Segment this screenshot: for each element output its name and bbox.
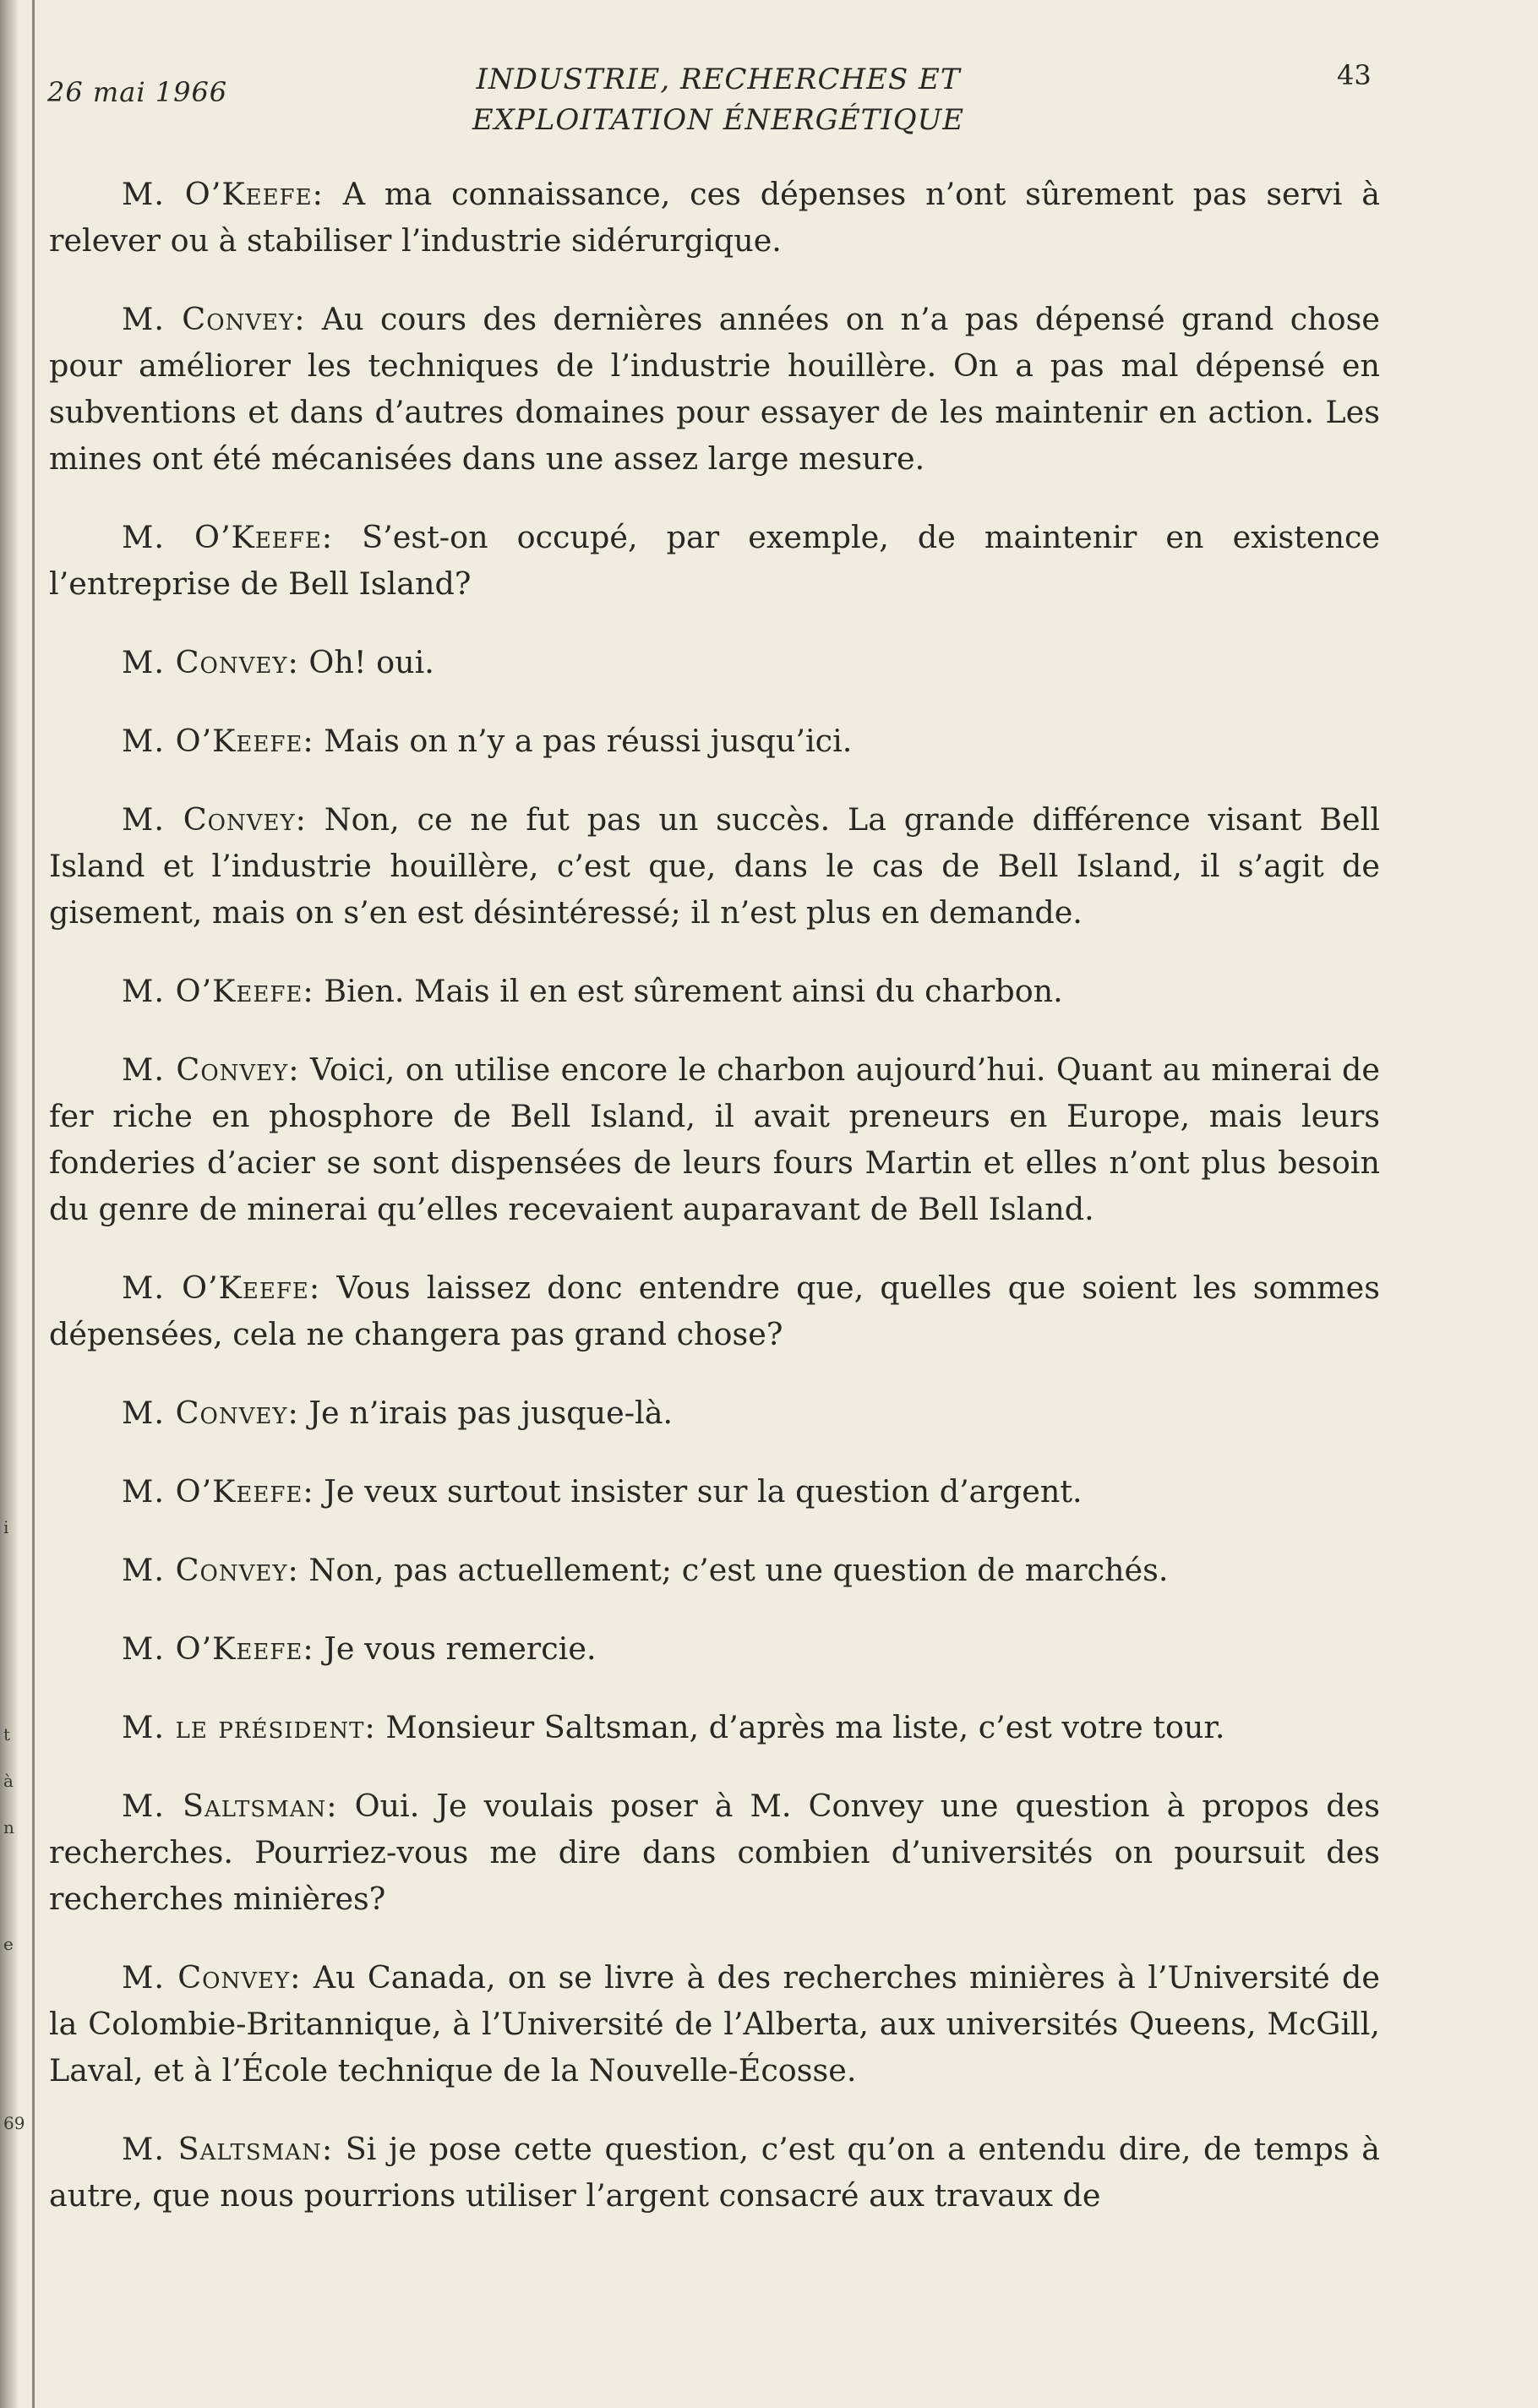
page-number: 43 (1337, 59, 1372, 91)
paragraph-text: A ma connaissance, ces dépenses n’ont sûrement pas servi à relever ou à stabiliser l’industrie sidérurgique. (49, 176, 1380, 259)
speaker-name: M. O’Keefe: (122, 723, 314, 759)
margin-mark: i (3, 1517, 9, 1537)
speaker-name: M. Saltsman: (122, 2131, 334, 2167)
header-title-line-1: INDUSTRIE, RECHERCHES ET (476, 63, 961, 96)
margin-marks (0, 0, 25, 2408)
paragraph (49, 171, 1380, 264)
paragraph (49, 1390, 1380, 1436)
speaker-name: M. Saltsman: (122, 1788, 338, 1824)
margin-mark: t (3, 1724, 11, 1745)
margin-mark: n (3, 1817, 14, 1837)
paragraph (49, 1783, 1380, 1922)
paragraph-text: Non, ce ne fut pas un succès. La grande différence visant Bell Island et l’industrie houillère, c’est que, dans le cas de Bell Island, il s’agit de gisement, mais on s’en est désintéressé; il n’est plus en demande. (49, 801, 1380, 931)
paragraph (49, 1547, 1380, 1593)
paragraph (49, 718, 1380, 764)
paragraph-text: Je vous remercie. (314, 1630, 597, 1667)
speaker-name: M. Convey: (122, 801, 307, 838)
paragraph-text: Oh! oui. (298, 644, 434, 680)
header-title (338, 59, 1099, 140)
paragraph-text: Bien. Mais il en est sûrement ainsi du charbon. (314, 973, 1063, 1009)
paragraph (49, 639, 1380, 685)
paragraph-text: Mais on n’y a pas réussi jusqu’ici. (314, 723, 853, 759)
margin-mark: e (3, 1934, 14, 1954)
speaker-name: M. Convey: (122, 1552, 299, 1588)
paragraph-text: Au Canada, on se livre à des recherches minières à l’Université de la Colombie-Britannique, à l’Université de l’Alberta, aux universités Queens, McGill, Laval, et à l’École technique de la Nouvelle-Écosse. (49, 1959, 1381, 2089)
paragraph-text: Oui. Je voulais poser à M. Convey une question à propos des recherches. Pourriez-vous me dire dans combien d’universités on poursuit des recherches minières? (49, 1788, 1380, 1917)
speaker-name: M. Convey: (122, 1959, 302, 1996)
paragraph (49, 796, 1380, 936)
speaker-name: M. O’Keefe: (122, 519, 334, 555)
speaker-name: M. O’Keefe: (122, 1270, 321, 1306)
paragraph (49, 1954, 1380, 2094)
paragraph-text: Non, pas actuellement; c’est une question de marchés. (298, 1552, 1169, 1588)
speaker-name: M. O’Keefe: (122, 1630, 314, 1667)
paragraph-text: Monsieur Saltsman, d’après ma liste, c’est votre tour. (375, 1709, 1225, 1745)
paragraph-text: Vous laissez donc entendre que, quelles que soient les sommes dépensées, cela ne changera pas grand chose? (49, 1270, 1380, 1352)
paragraph-text: Je n’irais pas jusque-là. (298, 1395, 674, 1431)
speaker-name: M. O’Keefe: (122, 1473, 314, 1510)
margin-mark: à (3, 1771, 14, 1791)
paragraph-text: Voici, on utilise encore le charbon aujourd’hui. Quant au minerai de fer riche en phosphore de Bell Island, il avait preneurs en Europe, mais leurs fonderies d’acier se sont dispensées de leurs fours Martin et elles n’ont plus besoin du genre de minerai qu’elles recevaient auparavant de Bell Island. (49, 1051, 1381, 1227)
paragraph (49, 968, 1380, 1014)
speaker-name: M. O’Keefe: (122, 176, 324, 212)
speaker-name: M. Convey: (122, 1395, 299, 1431)
paragraph-text: Je veux surtout insister sur la question d’argent. (314, 1473, 1083, 1510)
paragraph (49, 1704, 1380, 1750)
header-date: 26 mai 1966 (47, 76, 228, 108)
paragraph (49, 2126, 1380, 2219)
paragraph (49, 1046, 1380, 1232)
paragraph-text: S’est-on occupé, par exemple, de maintenir en existence l’entreprise de Bell Island? (49, 519, 1380, 602)
speaker-name: M. Convey: (122, 644, 299, 680)
transcript-body (49, 171, 1380, 2251)
paragraph (49, 1625, 1380, 1672)
speaker-name: M. le président: (122, 1709, 376, 1745)
speaker-name: M. Convey: (122, 1051, 300, 1088)
speaker-name: M. Convey: (122, 301, 306, 337)
paragraph (49, 296, 1380, 482)
margin-mark: 69 (3, 2113, 25, 2133)
speaker-name: M. O’Keefe: (122, 973, 314, 1009)
page-header (0, 0, 1538, 169)
paragraph (49, 1468, 1380, 1515)
paragraph (49, 1264, 1380, 1357)
header-title-line-2: EXPLOITATION ÉNERGÉTIQUE (472, 103, 965, 137)
binding-line (32, 0, 35, 2408)
paragraph (49, 514, 1380, 607)
paragraph-text: Si je pose cette question, c’est qu’on a entendu dire, de temps à autre, que nous pourrions utiliser l’argent consacré aux travaux de (49, 2131, 1380, 2214)
paragraph-text: Au cours des dernières années on n’a pas dépensé grand chose pour améliorer les techniques de l’industrie houillère. On a pas mal dépensé en subventions et dans d’autres domaines pour essayer de les maintenir en action. Les mines ont été mécanisées dans une assez large mesure. (49, 301, 1380, 477)
